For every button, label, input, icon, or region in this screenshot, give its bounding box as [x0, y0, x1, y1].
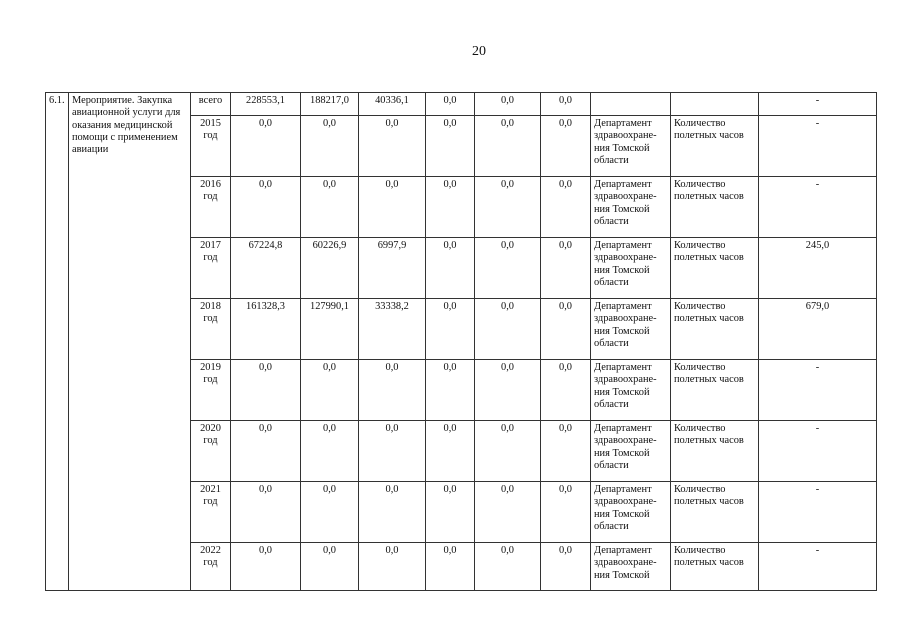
indicator-cell: Количество полетных часов — [671, 238, 759, 299]
value-col5-cell: 0,0 — [475, 116, 541, 177]
value-col6-cell: 0,0 — [541, 93, 591, 116]
indicator-cell: Количество полетных часов — [671, 421, 759, 482]
period-cell: 2021 год — [191, 482, 231, 543]
value-col5-cell: 0,0 — [475, 482, 541, 543]
value-col6-cell: 0,0 — [541, 482, 591, 543]
period-cell: 2018 год — [191, 299, 231, 360]
indicator-value-cell: - — [759, 421, 877, 482]
value-total-cell: 0,0 — [231, 177, 301, 238]
period-cell: 2016 год — [191, 177, 231, 238]
value-total-cell: 0,0 — [231, 421, 301, 482]
value-total-cell: 228553,1 — [231, 93, 301, 116]
value-regional-cell: 0,0 — [359, 116, 426, 177]
executor-cell — [591, 93, 671, 116]
value-regional-cell: 0,0 — [359, 543, 426, 591]
value-col6-cell: 0,0 — [541, 299, 591, 360]
value-federal-cell: 0,0 — [301, 482, 359, 543]
indicator-value-cell: - — [759, 116, 877, 177]
value-col4-cell: 0,0 — [426, 482, 475, 543]
indicator-value-cell: - — [759, 543, 877, 591]
indicator-cell: Количество полетных часов — [671, 543, 759, 591]
value-total-cell: 161328,3 — [231, 299, 301, 360]
executor-cell: Департамент здравоохране-ния Томской области — [591, 360, 671, 421]
value-col4-cell: 0,0 — [426, 299, 475, 360]
executor-cell: Департамент здравоохране-ния Томской области — [591, 177, 671, 238]
measure-name-cell: Мероприятие. Закупка авиационной услуги для оказания медицинской помощи с применением авиации — [69, 93, 191, 591]
value-regional-cell: 6997,9 — [359, 238, 426, 299]
indicator-value-cell: - — [759, 482, 877, 543]
value-col4-cell: 0,0 — [426, 93, 475, 116]
value-col5-cell: 0,0 — [475, 421, 541, 482]
value-col4-cell: 0,0 — [426, 543, 475, 591]
page-number: 20 — [472, 44, 486, 59]
value-col5-cell: 0,0 — [475, 299, 541, 360]
indicator-value-cell: - — [759, 177, 877, 238]
period-cell: 2022 год — [191, 543, 231, 591]
indicator-value-cell: 245,0 — [759, 238, 877, 299]
value-total-cell: 0,0 — [231, 482, 301, 543]
value-col6-cell: 0,0 — [541, 360, 591, 421]
value-regional-cell: 0,0 — [359, 482, 426, 543]
value-col5-cell: 0,0 — [475, 93, 541, 116]
value-total-cell: 0,0 — [231, 360, 301, 421]
value-federal-cell: 0,0 — [301, 360, 359, 421]
value-federal-cell: 0,0 — [301, 116, 359, 177]
indicator-cell: Количество полетных часов — [671, 482, 759, 543]
value-total-cell: 67224,8 — [231, 238, 301, 299]
value-col5-cell: 0,0 — [475, 360, 541, 421]
value-col4-cell: 0,0 — [426, 177, 475, 238]
period-cell: 2015 год — [191, 116, 231, 177]
value-federal-cell: 188217,0 — [301, 93, 359, 116]
value-col5-cell: 0,0 — [475, 543, 541, 591]
indicator-cell — [671, 93, 759, 116]
value-col6-cell: 0,0 — [541, 177, 591, 238]
value-col6-cell: 0,0 — [541, 543, 591, 591]
value-col5-cell: 0,0 — [475, 177, 541, 238]
value-regional-cell: 0,0 — [359, 360, 426, 421]
period-cell: всего — [191, 93, 231, 116]
indicator-cell: Количество полетных часов — [671, 360, 759, 421]
value-federal-cell: 0,0 — [301, 177, 359, 238]
value-regional-cell: 0,0 — [359, 421, 426, 482]
executor-cell: Департамент здравоохране-ния Томской области — [591, 238, 671, 299]
measure-table — [45, 92, 877, 591]
value-col4-cell: 0,0 — [426, 360, 475, 421]
executor-cell: Департамент здравоохране-ния Томской области — [591, 421, 671, 482]
value-total-cell: 0,0 — [231, 543, 301, 591]
indicator-value-cell: - — [759, 93, 877, 116]
executor-cell: Департамент здравоохране-ния Томской — [591, 543, 671, 591]
period-cell: 2017 год — [191, 238, 231, 299]
value-col5-cell: 0,0 — [475, 238, 541, 299]
value-total-cell: 0,0 — [231, 116, 301, 177]
value-col4-cell: 0,0 — [426, 116, 475, 177]
executor-cell: Департамент здравоохране-ния Томской области — [591, 299, 671, 360]
value-regional-cell: 0,0 — [359, 177, 426, 238]
value-federal-cell: 60226,9 — [301, 238, 359, 299]
table-row-total — [46, 93, 877, 116]
indicator-cell: Количество полетных часов — [671, 299, 759, 360]
period-cell: 2020 год — [191, 421, 231, 482]
period-cell: 2019 год — [191, 360, 231, 421]
value-col6-cell: 0,0 — [541, 421, 591, 482]
value-col4-cell: 0,0 — [426, 238, 475, 299]
value-regional-cell: 33338,2 — [359, 299, 426, 360]
indicator-cell: Количество полетных часов — [671, 177, 759, 238]
value-regional-cell: 40336,1 — [359, 93, 426, 116]
indicator-value-cell: - — [759, 360, 877, 421]
value-col6-cell: 0,0 — [541, 238, 591, 299]
measure-number-cell: 6.1. — [46, 93, 69, 591]
value-col6-cell: 0,0 — [541, 116, 591, 177]
indicator-value-cell: 679,0 — [759, 299, 877, 360]
value-col4-cell: 0,0 — [426, 421, 475, 482]
indicator-cell: Количество полетных часов — [671, 116, 759, 177]
value-federal-cell: 0,0 — [301, 543, 359, 591]
executor-cell: Департамент здравоохране-ния Томской области — [591, 482, 671, 543]
value-federal-cell: 127990,1 — [301, 299, 359, 360]
value-federal-cell: 0,0 — [301, 421, 359, 482]
executor-cell: Департамент здравоохране-ния Томской области — [591, 116, 671, 177]
